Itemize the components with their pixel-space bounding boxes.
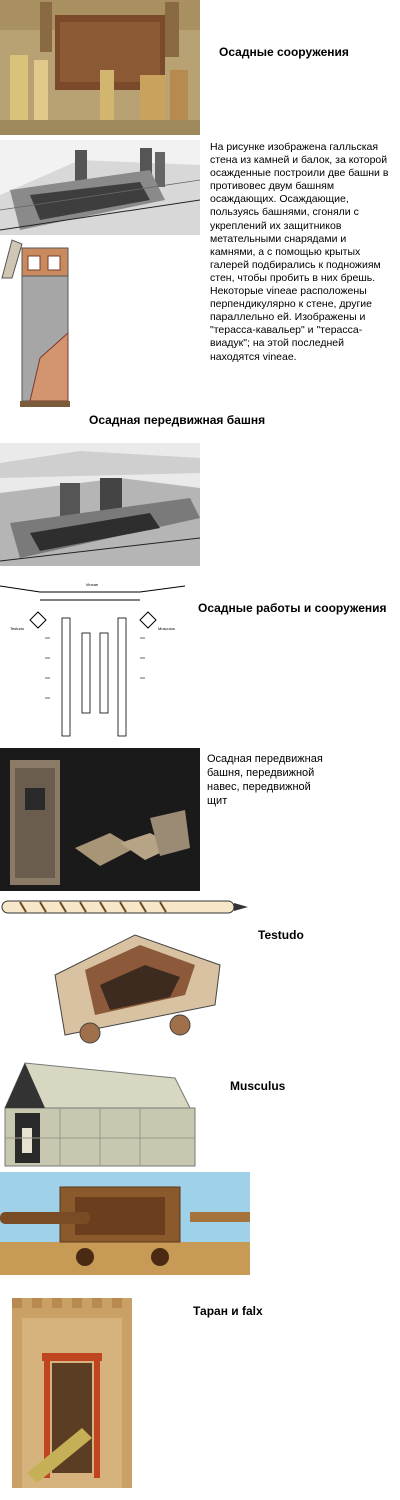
model-caption: Осадная передвижная башня, передвижной навес, передвижной щит xyxy=(207,753,323,807)
ram-falx-photo xyxy=(12,1298,132,1488)
siege-models-photo xyxy=(0,748,200,891)
label-testudo: Testudo xyxy=(10,626,25,631)
heading-ram-falx: Таран и falx xyxy=(193,1304,263,1318)
gallic-wall-description: На рисунке изображена галльская стена из камней и балок, за которой осажденные построили две башни в противовес двум башням осаждающих. Осаждающие, пользуясь башнями, сгоняли с укреплений их защитников метательными снарядами и камнями, а с помощью крытых галерей подбирались к подножиям стен, чтобы пробить в них брешь. Некоторые vineae расположены перпендикулярно к стене, другие параллельно ей. Изображены и "терасса-кавальер" и "терасса-виадук"; на этой последней находятся vineae. xyxy=(210,141,389,363)
siege-tower-drawing xyxy=(0,238,80,408)
gallic-wall-engraving xyxy=(0,140,200,235)
heading-musculus: Musculus xyxy=(230,1079,286,1093)
heading-siege-tower: Осадная передвижная башня xyxy=(89,413,266,427)
siege-model-photo xyxy=(0,0,200,135)
label-musculus: Musculus xyxy=(158,626,175,631)
decorative-divider xyxy=(0,897,250,917)
label-vineae: Vineae xyxy=(85,582,99,587)
heading-siege-works: Осадные сооружения xyxy=(219,45,349,59)
heading-works-structures: Осадные работы и сооружения xyxy=(198,601,387,615)
siege-works-engraving xyxy=(0,443,200,566)
musculus-drawing xyxy=(0,1058,200,1170)
ram-model-photo xyxy=(0,1172,250,1275)
siege-plan-diagram xyxy=(0,578,190,748)
testudo-drawing xyxy=(45,925,225,1050)
heading-testudo: Testudo xyxy=(258,928,304,942)
